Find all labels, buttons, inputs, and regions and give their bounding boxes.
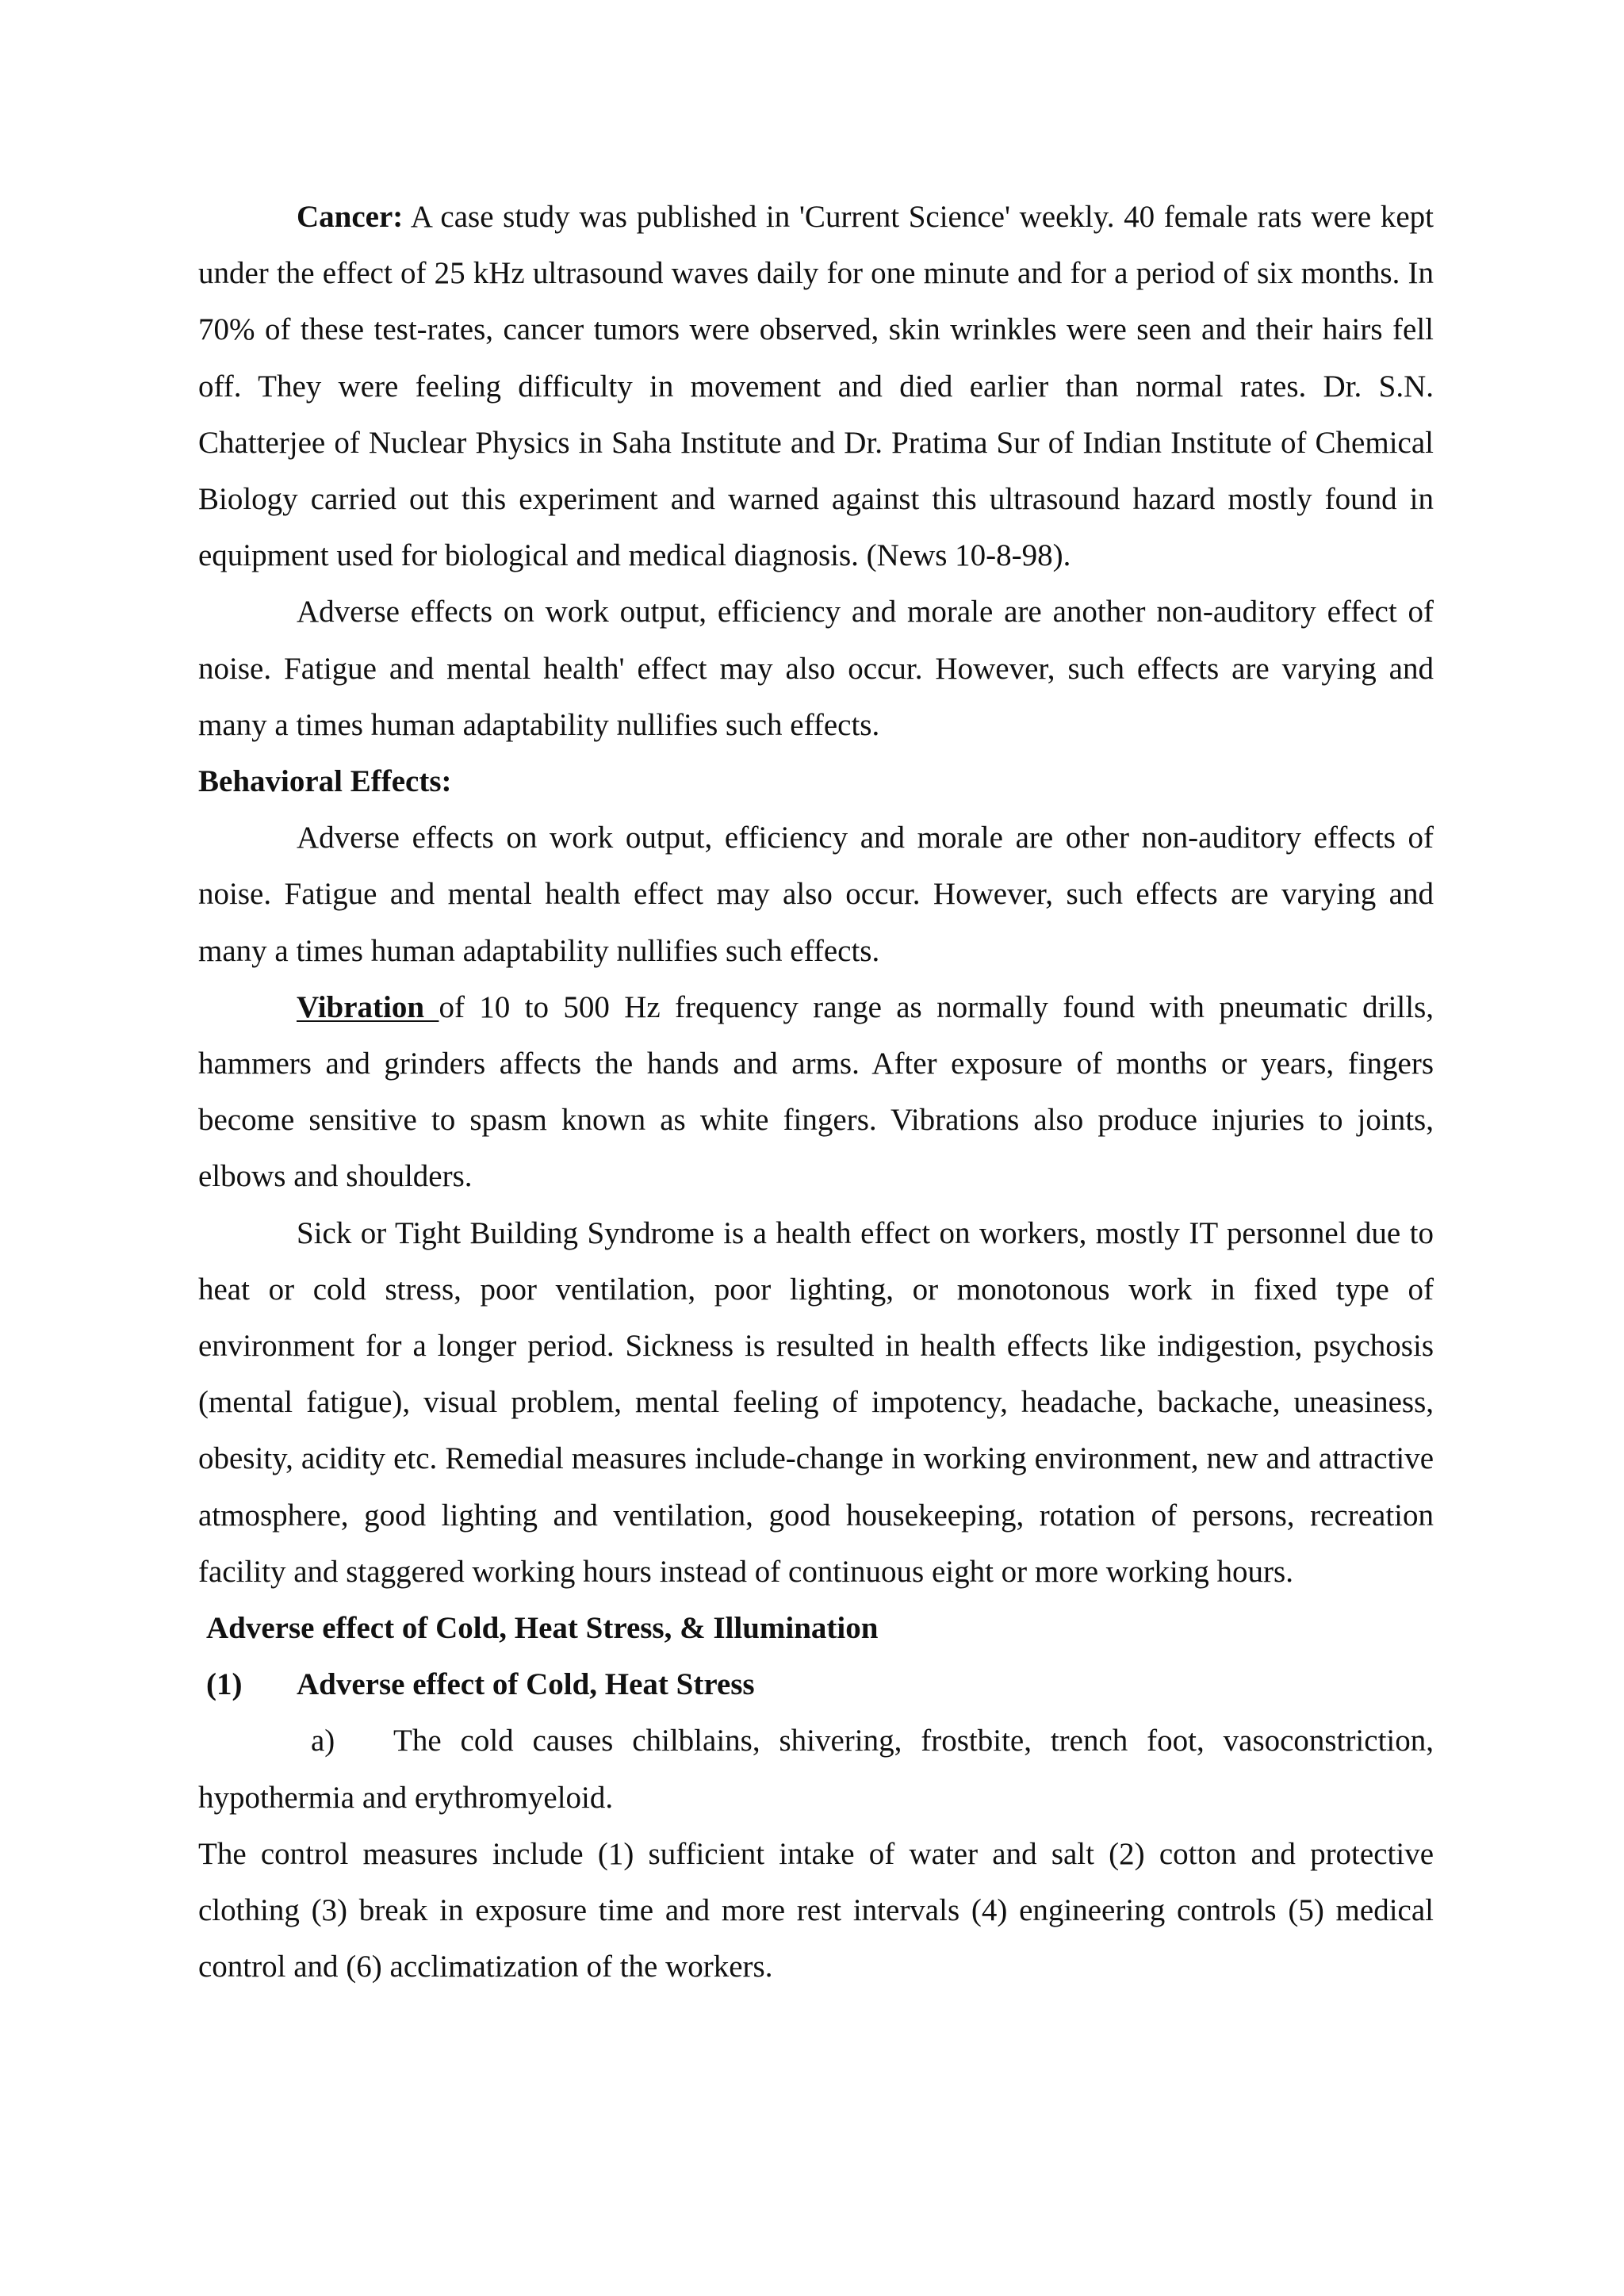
vibration-text: of 10 to 500 Hz frequency range as normally found with pneumatic drills, hammers and grinders affects the hands and arms. After exposure of months or years, fingers become sensitive to spasm known as white fingers. Vibrations also produce injuries to joints, elbows and shoulders. bbox=[198, 989, 1434, 1194]
section-heading: Adverse effect of Cold, Heat Stress, & Illumination bbox=[206, 1611, 879, 1646]
adverse-effects-paragraph: Adverse effects on work output, efficiency and morale are another non-auditory effect of noise. Fatigue and mental health' effect may also occur. However, such effects are varying and many a times human adaptability nullifies such effects. bbox=[198, 595, 1434, 742]
sick-building-paragraph: Sick or Tight Building Syndrome is a health effect on workers, mostly IT personnel due to heat or cold stress, poor ventilation, poor lighting, or monotonous work in fixed type of environment for a longer period. Sickness is resulted in health effects like indigestion, psychosis (mental fatigue), visual problem, mental feeling of impotency, headache, backache, uneasiness, obesity, acidity etc. Remedial measures include-change in working environment, new and attractive atmosphere, good lighting and ventilation, good housekeeping, rotation of persons, recreation facility and staggered working hours instead of continuous eight or more working hours. bbox=[198, 1215, 1434, 1589]
subsection-heading bbox=[198, 1656, 1434, 1712]
behavioral-effects-paragraph: Adverse effects on work output, efficiency and morale are other non-auditory effects of noise. Fatigue and mental health effect may also occur. However, such effects are varying and many a times human adaptability nullifies such effects. bbox=[198, 821, 1434, 968]
cancer-heading: Cancer: bbox=[297, 200, 404, 234]
item-a-line bbox=[198, 1712, 1434, 1769]
item-a-continuation: hypothermia and erythromyeloid. bbox=[198, 1780, 614, 1815]
document-page bbox=[198, 189, 1434, 1996]
vibration-paragraph bbox=[198, 979, 1434, 1205]
cancer-paragraph bbox=[198, 189, 1434, 584]
subsection-title: Adverse effect of Cold, Heat Stress bbox=[297, 1667, 755, 1702]
subsection-number: (1) bbox=[206, 1667, 243, 1702]
item-a-text: The cold causes chilblains, shivering, frostbite, trench foot, vasoconstriction, bbox=[393, 1724, 1434, 1758]
cancer-text: A case study was published in 'Current Science' weekly. 40 female rats were kept under the effect of 25 kHz ultrasound waves daily for one minute and for a period of six months. In 70% of these test-rates, cancer tumors were observed, skin wrinkles were seen and their hairs fell off. They were feeling difficulty in movement and died earlier than normal rates. Dr. S.N. Chatterjee of Nuclear Physics in Saha Institute and Dr. Pratima Sur of Indian Institute of Chemical Biology carried out this experiment and warned against this ultrasound hazard mostly found in equipment used for biological and medical diagnosis. (News 10-8-98). bbox=[198, 200, 1434, 573]
behavioral-effects-heading: Behavioral Effects: bbox=[198, 764, 452, 799]
item-a-letter: a) bbox=[311, 1724, 335, 1758]
vibration-term: Vibration bbox=[297, 989, 439, 1024]
control-measures-paragraph: The control measures include (1) sufficient intake of water and salt (2) cotton and protective clothing (3) break in exposure time and more rest intervals (4) engineering controls (5) medical control and (6) acclimatization of the workers. bbox=[198, 1836, 1434, 1984]
